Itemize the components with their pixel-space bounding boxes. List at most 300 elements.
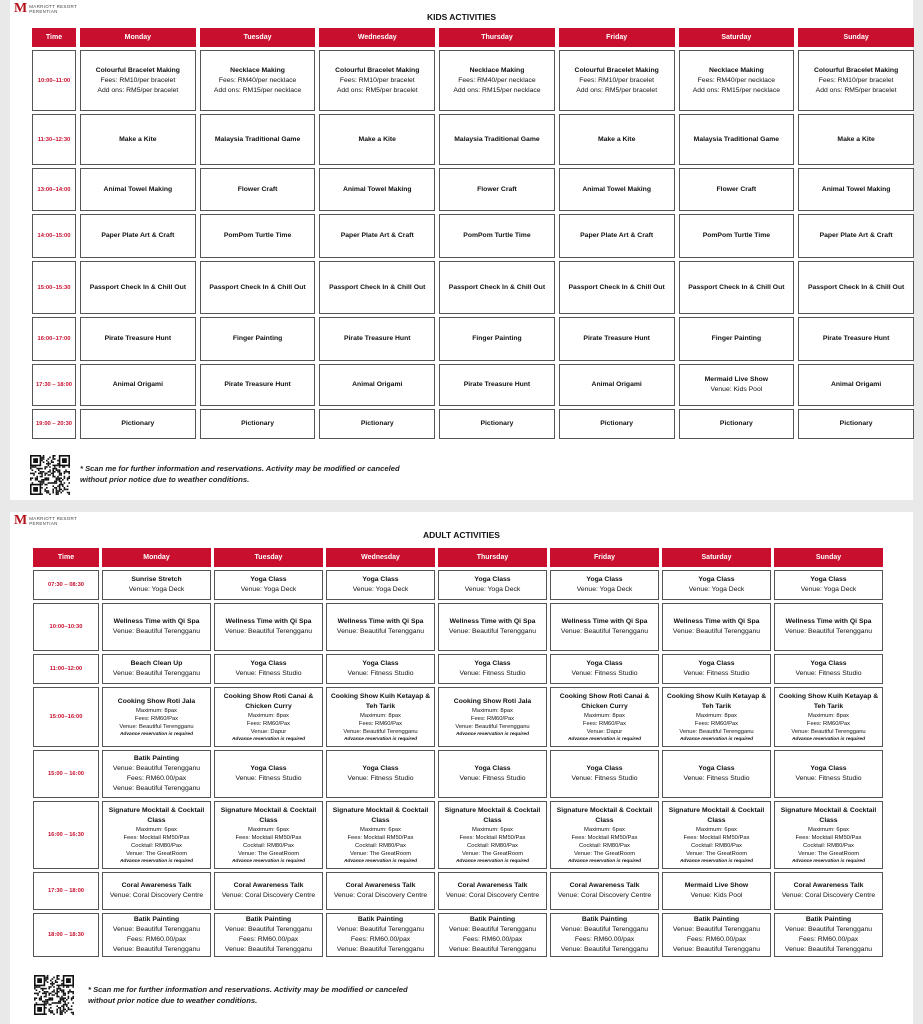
activity-name: Paper Plate Art & Craft [580, 232, 654, 239]
activity-name: Wellness Time with Qi Spa [337, 618, 424, 625]
activity-detail: Venue: Fitness Studio [571, 775, 638, 782]
activity-cell [774, 603, 883, 651]
activity-cell [102, 801, 211, 869]
activity-cell [80, 114, 196, 165]
activity-detail: Venue: Kids Pool [710, 386, 763, 393]
kids-title: KIDS ACTIVITIES [426, 12, 497, 22]
marriott-logo-mark: M [14, 513, 28, 528]
activity-name: Signature Mocktail & Cocktail Class [780, 806, 877, 824]
activity-name: Paper Plate Art & Craft [340, 232, 414, 239]
activity-detail: Venue: Kids Pool [690, 892, 743, 899]
logo-line-1: MARRIOTT RESORT [29, 516, 78, 521]
activity-cell [438, 750, 547, 798]
activity-detail: Venue: Beautiful Terengganu [791, 728, 866, 735]
activity-cell [200, 214, 316, 258]
activity-detail: Venue: Beautiful Terengganu [336, 946, 425, 953]
table-row [33, 570, 883, 600]
table-row [33, 913, 883, 957]
activity-cell [559, 364, 675, 406]
activity-detail: Venue: Yoga Deck [352, 586, 409, 593]
activity-name: Batik Painting [245, 916, 292, 923]
activity-detail: Maximum: 8pax [248, 712, 289, 719]
activity-detail: Venue: Beautiful Terengganu [455, 723, 530, 730]
activity-detail: Maximum: 6pax [472, 826, 513, 833]
activity-detail: Fees: RM60/Pax [582, 720, 627, 727]
activity-cell [679, 317, 795, 361]
activity-detail: Fees: Mocktail RM50/Pax [347, 834, 414, 841]
activity-name: Make a Kite [358, 135, 396, 143]
activity-name: Cooking Show Roti Jala [453, 697, 532, 705]
adult-activities-sheet [10, 512, 913, 1024]
activity-name: Mermaid Live Show [684, 882, 749, 889]
activity-cell [559, 114, 675, 165]
activity-name: Pirate Treasure Hunt [104, 335, 172, 342]
activity-name: Mermaid Live Show [704, 376, 769, 383]
header-saturday: Saturday [662, 548, 771, 567]
activity-cell [662, 872, 771, 910]
qr-code[interactable] [34, 975, 74, 1015]
table-row [32, 317, 914, 361]
activity-cell [774, 913, 883, 957]
activity-detail: Fees: RM40/per necklace [697, 76, 776, 84]
reservation-note: Advance reservation is required [567, 858, 642, 864]
activity-name: Yoga Class [810, 660, 847, 667]
activity-cell [438, 603, 547, 651]
header-monday: Monday [102, 548, 211, 567]
table-row [32, 364, 914, 406]
time-cell: 19:00 – 20:30 [32, 409, 76, 439]
activity-cell [559, 168, 675, 211]
activity-detail: Add ons: RM15/per necklace [213, 86, 302, 94]
activity-name: Pictionary [241, 420, 274, 427]
activity-cell [559, 409, 675, 439]
activity-cell [774, 654, 883, 684]
time-cell: 10:00–10:30 [33, 603, 99, 651]
activity-detail: Fees: RM60.00/pax [126, 936, 187, 943]
activity-name: Batik Painting [357, 916, 404, 923]
activity-detail: Venue: Yoga Deck [800, 586, 857, 593]
table-row [32, 409, 914, 439]
activity-detail: Maximum: 8pax [472, 707, 513, 714]
activity-cell [798, 261, 914, 314]
activity-cell [80, 50, 196, 111]
table-row [33, 603, 883, 651]
activity-detail: Add ons: RM5/per bracelet [336, 86, 418, 94]
header-thursday: Thursday [438, 548, 547, 567]
table-row [33, 687, 883, 747]
table-row [32, 261, 914, 314]
activity-detail: Maximum: 8pax [584, 712, 625, 719]
activity-cell [798, 168, 914, 211]
header-wednesday: Wednesday [319, 28, 435, 47]
activity-detail: Fees: Mocktail RM50/Pax [795, 834, 862, 841]
activity-cell [326, 654, 435, 684]
activity-name: Wellness Time with Qi Spa [449, 618, 536, 625]
activity-detail: Venue: Fitness Studio [459, 670, 526, 677]
activity-detail: Add ons: RM15/per necklace [453, 86, 541, 94]
activity-name: Batik Painting [133, 755, 180, 762]
header-tuesday: Tuesday [200, 28, 316, 47]
activity-detail: Fees: Mocktail RM50/Pax [571, 834, 638, 841]
activity-cell [559, 317, 675, 361]
activity-detail: Fees: RM60/Pax [694, 720, 739, 727]
activity-detail: Venue: Coral Discovery Centre [781, 892, 876, 899]
activity-name: Pictionary [839, 420, 873, 427]
activity-name: Flower Craft [477, 185, 517, 193]
activity-detail: Fees: RM60/Pax [134, 715, 179, 722]
header-monday: Monday [80, 28, 196, 47]
activity-detail: Fees: RM60.00/pax [238, 936, 299, 943]
activity-cell [662, 913, 771, 957]
activity-cell [200, 261, 316, 314]
kids-footnote [80, 463, 400, 485]
reservation-note: Advance reservation is required [119, 731, 194, 737]
activity-detail: Cocktail: RM80/Pax [803, 842, 854, 849]
header-sunday: Sunday [774, 548, 883, 567]
time-cell: 16:00–17:00 [32, 317, 76, 361]
activity-cell [80, 261, 196, 314]
activity-cell [438, 913, 547, 957]
reservation-note: Advance reservation is required [119, 858, 194, 864]
activity-name: Sunrise Stretch [131, 576, 182, 583]
activity-detail: Venue: Fitness Studio [459, 775, 526, 782]
activity-name: Pirate Treasure Hunt [822, 335, 890, 342]
activity-name: Yoga Class [698, 660, 735, 667]
activity-detail: Cocktail: RM80/Pax [467, 842, 518, 849]
activity-detail: Maximum: 8pax [696, 712, 737, 719]
activity-name: Malaysia Traditional Game [693, 135, 780, 143]
activity-name: Yoga Class [474, 576, 511, 583]
activity-cell [200, 50, 316, 111]
activity-name: Yoga Class [362, 660, 399, 667]
activity-cell [438, 801, 547, 869]
activity-detail: Cocktail: RM80/Pax [243, 842, 294, 849]
activity-name: Yoga Class [698, 576, 735, 583]
activity-name: Yoga Class [474, 660, 511, 667]
activity-cell [662, 570, 771, 600]
activity-detail: Fees: RM60.00/pax [798, 936, 859, 943]
activity-cell [679, 261, 795, 314]
activity-detail: Venue: Beautiful Terengganu [112, 670, 201, 677]
activity-detail: Cocktail: RM80/Pax [355, 842, 406, 849]
activity-name: PomPom Turtle Time [223, 232, 292, 239]
activity-cell [798, 364, 914, 406]
activity-cell [662, 750, 771, 798]
activity-name: Pictionary [600, 420, 634, 427]
activity-name: Animal Origami [112, 381, 163, 388]
activity-name: Coral Awareness Talk [457, 882, 528, 889]
activity-detail: Venue: Beautiful Terengganu [343, 728, 418, 735]
activity-name: Pirate Treasure Hunt [583, 335, 650, 342]
activity-cell [774, 687, 883, 747]
activity-detail: Venue: The GreatRoom [237, 850, 300, 857]
activity-detail: Maximum: 8pax [360, 712, 401, 719]
activity-name: Yoga Class [250, 576, 287, 583]
activity-detail: Venue: Beautiful Terengganu [224, 946, 313, 953]
activity-detail: Venue: Beautiful Terengganu [448, 926, 537, 933]
activity-name: Signature Mocktail & Cocktail Class [332, 806, 429, 824]
activity-cell [102, 603, 211, 651]
activity-name: Passport Check In & Chill Out [688, 283, 785, 291]
activity-cell [439, 364, 555, 406]
time-cell: 16:00 – 16:30 [33, 801, 99, 869]
activity-name: Cooking Show Kuih Ketayap & Teh Tarik [330, 692, 431, 710]
activity-detail: Venue: Yoga Deck [464, 586, 521, 593]
activity-cell [319, 50, 435, 111]
activity-detail: Maximum: 6pax [248, 826, 289, 833]
adult-title: ADULT ACTIVITIES [423, 530, 500, 540]
activity-cell [438, 687, 547, 747]
activity-name: Flower Craft [716, 185, 757, 193]
activity-name: Animal Origami [352, 381, 403, 388]
marriott-logo-mark: M [14, 1, 28, 16]
activity-cell [102, 750, 211, 798]
activity-name: Malaysia Traditional Game [454, 135, 540, 143]
activity-detail: Venue: Beautiful Terengganu [336, 926, 425, 933]
activity-cell [550, 750, 659, 798]
activity-name: Batik Painting [581, 916, 628, 923]
time-cell: 10:00–11:00 [32, 50, 76, 111]
activity-detail: Venue: Yoga Deck [688, 586, 745, 593]
activity-cell [679, 364, 795, 406]
activity-name: Batik Painting [469, 916, 516, 923]
activity-detail: Cocktail: RM80/Pax [691, 842, 742, 849]
activity-name: Yoga Class [474, 765, 511, 772]
activity-name: Animal Towel Making [582, 185, 651, 193]
activity-cell [80, 364, 196, 406]
activity-cell [80, 168, 196, 211]
activity-cell [200, 409, 316, 439]
activity-detail: Venue: Beautiful Terengganu [560, 946, 649, 953]
activity-name: Wellness Time with Qi Spa [113, 618, 200, 625]
reservation-note: Advance reservation is required [231, 858, 306, 864]
activity-detail: Venue: The GreatRoom [797, 850, 860, 857]
activity-name: Malaysia Traditional Game [214, 135, 301, 143]
logo-line-1: MARRIOTT RESORT [29, 4, 78, 9]
qr-code-graphic [30, 455, 70, 495]
reservation-note: Advance reservation is required [567, 736, 642, 742]
activity-cell [774, 750, 883, 798]
activity-name: Animal Origami [830, 381, 882, 388]
activity-detail: Venue: Beautiful Terengganu [112, 785, 201, 792]
activity-cell [326, 750, 435, 798]
activity-name: Flower Craft [237, 185, 278, 193]
activity-name: Coral Awareness Talk [793, 882, 864, 889]
activity-cell [662, 603, 771, 651]
adult-note-line-1: * Scan me for further information and reservations. Activity may be modified or canceled [88, 985, 408, 994]
activity-name: Signature Mocktail & Cocktail Class [668, 806, 765, 824]
activity-cell [326, 801, 435, 869]
activity-detail: Fees: RM60.00/pax [574, 936, 635, 943]
reservation-note: Advance reservation is required [343, 858, 418, 864]
activity-name: Pirate Treasure Hunt [463, 381, 531, 388]
activity-name: Beach Clean Up [130, 660, 183, 667]
activity-cell [200, 168, 316, 211]
activity-name: Make a Kite [119, 135, 157, 143]
activity-name: Yoga Class [810, 576, 847, 583]
activity-detail: Maximum: 6pax [808, 826, 849, 833]
activity-name: Finger Painting [711, 335, 762, 342]
activity-detail: Venue: Beautiful Terengganu [112, 926, 201, 933]
activity-detail: Fees: RM40/per necklace [218, 76, 297, 84]
activity-detail: Venue: The GreatRoom [125, 850, 188, 857]
activity-detail: Venue: Yoga Deck [576, 586, 633, 593]
activity-cell [798, 114, 914, 165]
activity-detail: Fees: RM60.00/pax [686, 936, 747, 943]
activity-name: Passport Check In & Chill Out [568, 283, 665, 291]
logo-line-2: PERENTIAN [29, 521, 58, 526]
activity-detail: Fees: RM60.00/pax [126, 775, 187, 782]
activity-cell [774, 872, 883, 910]
table-row [33, 801, 883, 869]
activity-detail: Venue: The GreatRoom [685, 850, 748, 857]
activity-detail: Venue: Coral Discovery Centre [333, 892, 428, 899]
activity-name: Finger Painting [472, 335, 522, 342]
table-row [32, 168, 914, 211]
activity-name: Yoga Class [586, 765, 623, 772]
activity-detail: Venue: Beautiful Terengganu [784, 946, 873, 953]
activity-name: Yoga Class [362, 576, 399, 583]
activity-detail: Venue: Beautiful Terengganu [560, 628, 649, 635]
activity-cell [798, 317, 914, 361]
table-row [33, 872, 883, 910]
activity-detail: Maximum: 6pax [136, 826, 177, 833]
activity-cell [550, 603, 659, 651]
activity-name: Colourful Bracelet Making [574, 66, 659, 74]
activity-detail: Venue: Beautiful Terengganu [784, 926, 873, 933]
activity-detail: Fees: RM40/per necklace [458, 76, 536, 84]
activity-detail: Fees: RM60.00/pax [350, 936, 411, 943]
activity-name: Paper Plate Art & Craft [101, 232, 175, 239]
activity-name: Cooking Show Kuih Ketayap & Teh Tarik [666, 692, 767, 710]
activity-detail: Maximum: 6pax [360, 826, 401, 833]
table-row [32, 114, 914, 165]
activity-name: Paper Plate Art & Craft [819, 232, 893, 239]
activity-detail: Venue: Fitness Studio [683, 775, 750, 782]
activity-cell [438, 872, 547, 910]
logo-line-2: PERENTIAN [29, 9, 58, 14]
activity-cell [559, 214, 675, 258]
activity-detail: Fees: Mocktail RM50/Pax [235, 834, 302, 841]
activity-name: Signature Mocktail & Cocktail Class [444, 806, 541, 824]
activity-cell [679, 168, 795, 211]
activity-cell [662, 654, 771, 684]
activity-cell [326, 570, 435, 600]
activity-detail: Add ons: RM15/per necklace [692, 86, 780, 94]
reservation-note: Advance reservation is required [231, 736, 306, 742]
reservation-note: Advance reservation is required [791, 858, 866, 864]
adult-note-line-2: without prior notice due to weather conditions. [88, 996, 258, 1005]
header-tuesday: Tuesday [214, 548, 323, 567]
activity-cell [102, 872, 211, 910]
activity-cell [439, 317, 555, 361]
activity-cell [550, 872, 659, 910]
activity-detail: Add ons: RM5/per bracelet [97, 86, 179, 94]
activity-detail: Venue: Beautiful Terengganu [672, 946, 761, 953]
reservation-note: Advance reservation is required [679, 736, 754, 742]
activity-detail: Fees: RM10/per bracelet [100, 76, 176, 84]
activity-cell [214, 687, 323, 747]
activity-name: Cooking Show Roti Jala [117, 697, 196, 705]
header-saturday: Saturday [679, 28, 795, 47]
reservation-note: Advance reservation is required [343, 736, 418, 742]
activity-name: Passport Check In & Chill Out [448, 283, 546, 291]
activity-detail: Venue: Beautiful Terengganu [336, 628, 425, 635]
activity-name: PomPom Turtle Time [702, 232, 771, 239]
activity-cell [550, 654, 659, 684]
activity-cell [679, 214, 795, 258]
activity-cell [679, 114, 795, 165]
time-cell: 11:00–12:00 [33, 654, 99, 684]
activity-name: Signature Mocktail & Cocktail Class [108, 806, 205, 824]
time-cell: 07:30 – 08:30 [33, 570, 99, 600]
activity-name: Signature Mocktail & Cocktail Class [556, 806, 653, 824]
kids-schedule-table [28, 25, 918, 442]
activity-cell [200, 317, 316, 361]
activity-cell [439, 168, 555, 211]
activity-name: PomPom Turtle Time [463, 232, 531, 239]
header-wednesday: Wednesday [326, 548, 435, 567]
activity-cell [559, 261, 675, 314]
activity-cell [439, 50, 555, 111]
activity-cell [438, 654, 547, 684]
activity-name: Coral Awareness Talk [121, 882, 192, 889]
marriott-logo [14, 514, 77, 528]
activity-name: Passport Check In & Chill Out [89, 283, 186, 291]
activity-name: Animal Towel Making [821, 185, 891, 193]
activity-name: Make a Kite [597, 135, 636, 143]
activity-cell [102, 654, 211, 684]
activity-cell [559, 50, 675, 111]
activity-name: Batik Painting [693, 916, 740, 923]
activity-detail: Venue: Fitness Studio [347, 670, 414, 677]
activity-detail: Venue: Fitness Studio [683, 670, 750, 677]
activity-name: Yoga Class [698, 765, 735, 772]
activity-name: Animal Towel Making [342, 185, 412, 193]
activity-cell [439, 114, 555, 165]
activity-name: Necklace Making [230, 66, 285, 74]
reservation-note: Advance reservation is required [455, 731, 530, 737]
reservation-note: Advance reservation is required [455, 858, 530, 864]
time-cell: 13:00–14:00 [32, 168, 76, 211]
activity-name: Colourful Bracelet Making [335, 66, 420, 74]
time-cell: 17:30 – 18:00 [33, 872, 99, 910]
header-friday: Friday [559, 28, 675, 47]
activity-name: Passport Check In & Chill Out [807, 283, 905, 291]
activity-cell [214, 570, 323, 600]
activity-detail: Venue: Fitness Studio [235, 670, 302, 677]
activity-cell [200, 114, 316, 165]
activity-cell [438, 570, 547, 600]
activity-cell [774, 570, 883, 600]
activity-cell [326, 687, 435, 747]
activity-name: Pirate Treasure Hunt [344, 335, 411, 342]
time-cell: 15:00 – 16:00 [33, 750, 99, 798]
activity-detail: Fees: RM10/per bracelet [339, 76, 415, 84]
qr-code-graphic [34, 975, 74, 1015]
activity-cell [319, 317, 435, 361]
activity-cell [439, 261, 555, 314]
header-time: Time [32, 28, 76, 47]
activity-name: Make a Kite [837, 135, 875, 143]
reservation-note: Advance reservation is required [679, 858, 754, 864]
activity-name: Wellness Time with Qi Spa [785, 618, 872, 625]
table-row [32, 214, 914, 258]
activity-detail: Add ons: RM5/per bracelet [815, 86, 897, 94]
qr-code[interactable] [30, 455, 70, 495]
activity-name: Yoga Class [586, 576, 623, 583]
kids-activities-sheet [10, 0, 913, 500]
